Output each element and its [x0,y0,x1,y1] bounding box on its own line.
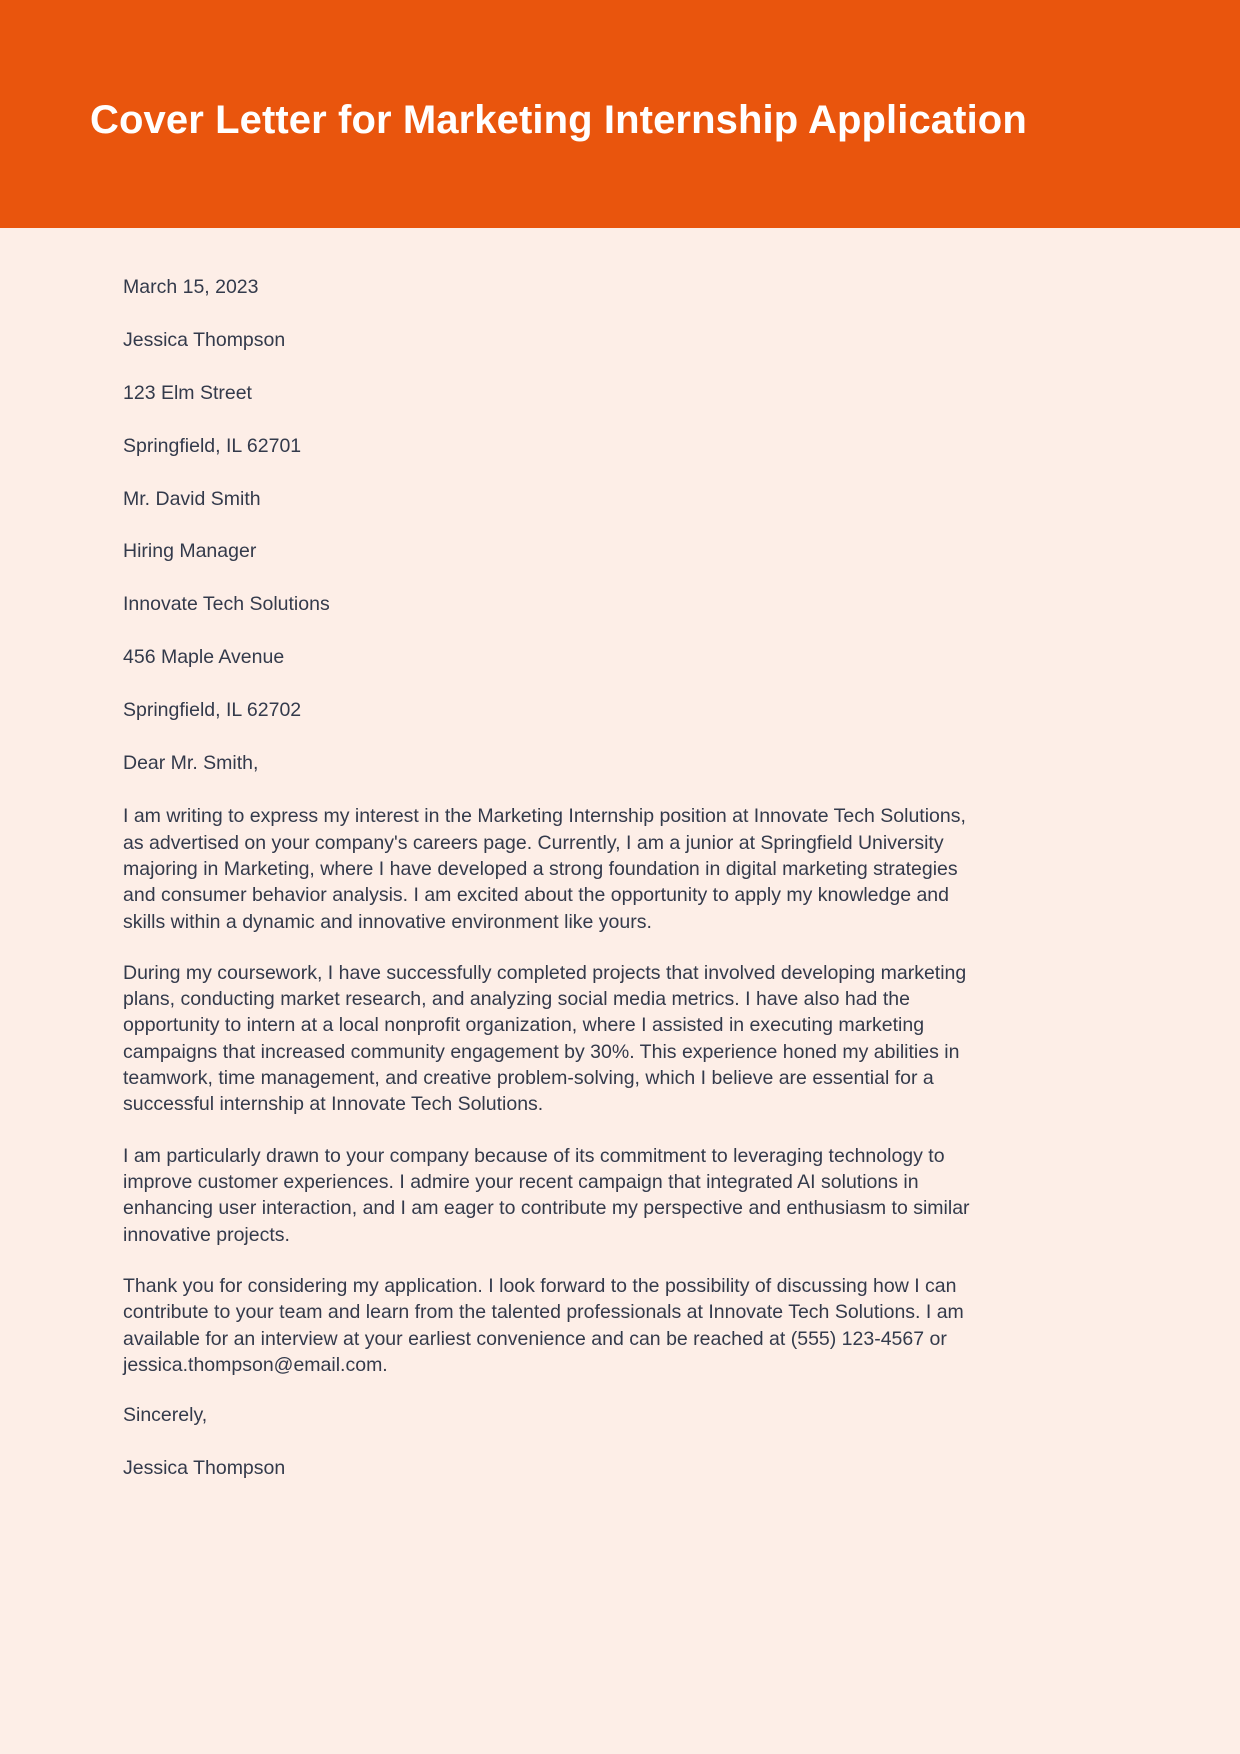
closing-line: Sincerely, [123,1404,208,1427]
sender-name: Jessica Thompson [123,328,286,351]
letter-body [0,228,1240,1754]
header-banner [0,0,1240,228]
recipient-city-state-zip: Springfield, IL 62702 [123,699,302,721]
page-title: Cover Letter for Marketing Internship Application [90,98,1027,142]
body-paragraph-3: I am particularly drawn to your company because of its commitment to leveraging technology to improve customer experiences. I admire your recent campaign that integrated AI solutions in enhancing user interaction, and I am eager to contribute my perspective and enthusiasm to similar innovative projects. [123,1144,970,1246]
sender-street: 123 Elm Street [123,381,252,404]
salutation: Dear Mr. Smith, [123,751,259,774]
signature-name: Jessica Thompson [123,1457,286,1480]
letter-date: March 15, 2023 [123,276,259,298]
recipient-name: Mr. David Smith [123,487,261,510]
body-paragraph-1: I am writing to express my interest in the Marketing Internship position at Innovate Tech Solutions, as advertised on your company's careers page. Currently, I am a junior at Springfield University majoring in Marketing, where I have developed a strong foundation in digital marketing strategies and consumer behavior analysis. I am excited about the opportunity to apply my knowledge and skills within a dynamic and innovative environment like yours. [123,805,966,933]
recipient-company: Innovate Tech Solutions [123,593,330,616]
body-paragraph-2: During my coursework, I have successfully completed projects that involved developing marketing plans, conducting market research, and analyzing social media metrics. I have also had the opportunity to intern at a local nonprofit organization, where I assisted in executing marketing campaigns that increased community engagement by 30%. This experience honed my abilities in teamwork, time management, and creative problem-solving, which I believe are essential for a successful internship at Innovate Tech Solutions. [123,961,967,1116]
body-paragraph-4: Thank you for considering my application. I look forward to the possibility of discussing how I can contribute to your team and learn from the talented professionals at Innovate Tech Solutions. I am available for an interview at your earliest convenience and can be reached at (555) 123-4567 or jessica.thompson@email.com. [123,1274,964,1376]
recipient-street: 456 Maple Avenue [123,646,285,669]
sender-city-state-zip: Springfield, IL 62701 [123,434,302,457]
recipient-title: Hiring Manager [123,540,257,563]
